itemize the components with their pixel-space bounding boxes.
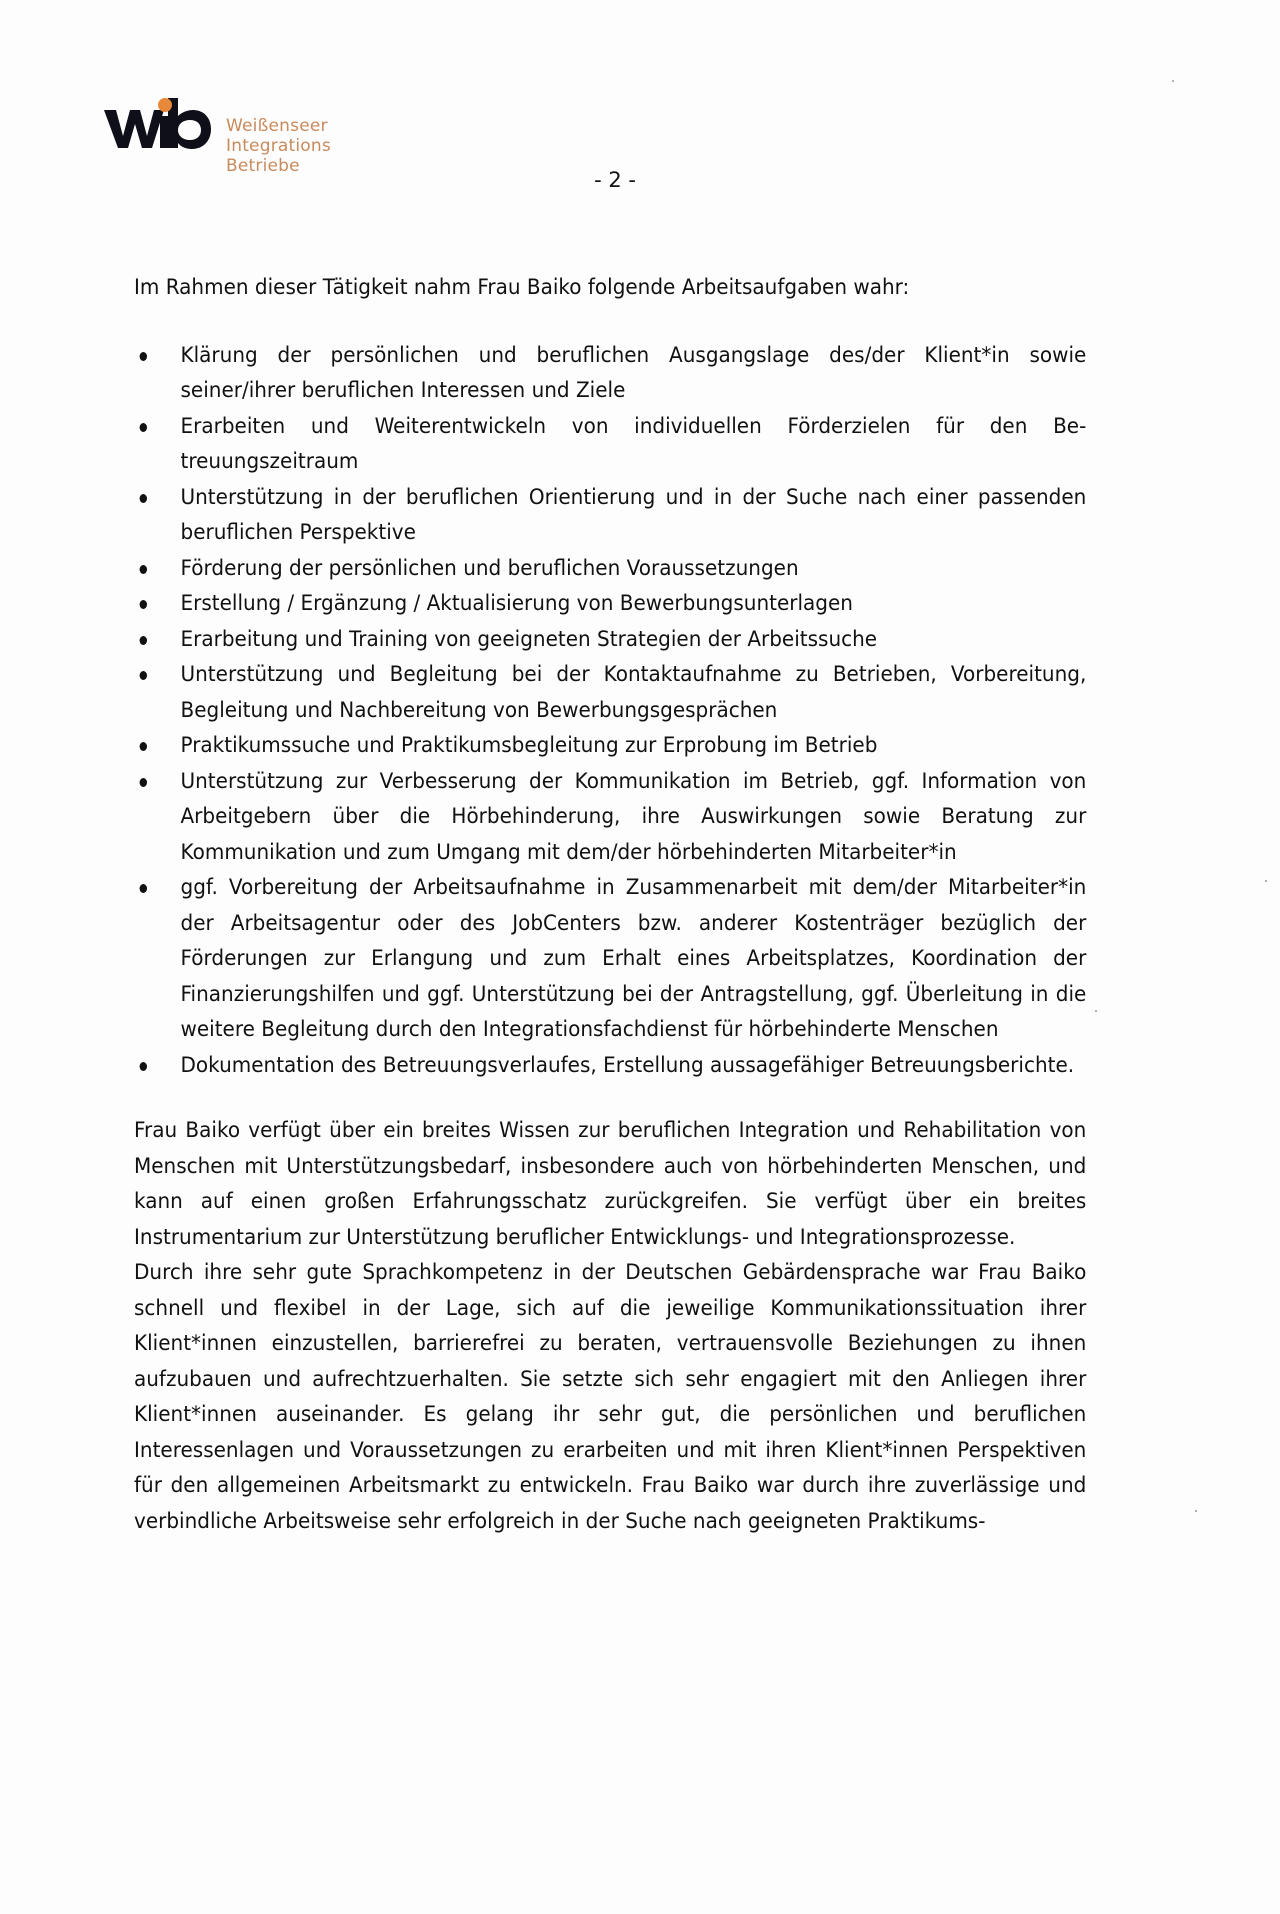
bullet-icon bbox=[140, 884, 147, 893]
bullet-icon bbox=[140, 423, 147, 432]
company-name-line: Betriebe bbox=[226, 156, 300, 176]
company-logo bbox=[104, 96, 364, 186]
bullet-icon bbox=[140, 636, 147, 645]
wib-logo-icon bbox=[104, 96, 214, 152]
scan-speck bbox=[1265, 880, 1267, 882]
bullet-icon bbox=[140, 1062, 147, 1071]
task-text: Erstellung / Ergänzung / Aktualisierung von Bewerbungsunterlagen bbox=[180, 591, 853, 616]
task-text: Erarbeitung und Training von geeigneten Strategien der Arbeitssuche bbox=[180, 626, 878, 652]
task-text: Erarbeiten und Weiterentwickeln von individuellen Förderzielen für den Betreuungszeitraum bbox=[180, 413, 1087, 474]
scan-speck bbox=[1172, 80, 1174, 82]
bullet-icon bbox=[140, 742, 147, 751]
bullet-icon bbox=[140, 778, 147, 787]
company-name-line: Integrations bbox=[226, 136, 331, 156]
task-item bbox=[134, 586, 1086, 622]
task-list bbox=[134, 338, 1086, 1084]
bullet-icon bbox=[140, 600, 147, 609]
paragraph-expertise: Frau Baiko verfügt über ein breites Wissen zur beruflichen Integration und Rehabilitation von Menschen mit Unterstützungsbedarf, insbesondere auch von hörbehinderten Menschen, und kann auf einen großen Erfahrungsschatz zurückgreifen. Sie verfügt über ein breites Instrumentarium zur Unterstützung beruflicher Entwicklungs- und Integrationsprozesse. bbox=[134, 1118, 1087, 1250]
task-item bbox=[134, 1048, 1086, 1084]
bullet-icon bbox=[140, 565, 147, 574]
task-text: Unterstützung und Begleitung bei der Kontaktaufnahme zu Betrieben, Vorbereitung, Begleitung und Nachbereitung von Bewerbungsgesprächen bbox=[180, 662, 1087, 723]
company-name bbox=[226, 116, 331, 176]
scan-speck bbox=[1095, 1010, 1097, 1012]
task-text: Klärung der persönlichen und beruflichen Ausgangslage des/der Klient*in sowie seiner/ihrer beruflichen Interessen und Ziele bbox=[180, 342, 1087, 403]
task-item bbox=[134, 870, 1086, 1048]
task-text: Dokumentation des Betreuungsverlaufes, Erstellung aussagefähiger Betreuungsberichte. bbox=[180, 1052, 1075, 1078]
task-item bbox=[134, 409, 1086, 480]
company-name-line: Weißenseer bbox=[226, 116, 328, 136]
task-text: ggf. Vorbereitung der Arbeitsaufnahme in Zusammenarbeit mit dem/der Mitarbeiter*in der Arbeitsagentur oder des JobCenters bzw. anderer Kostenträger bezüglich der Förderungen zur Erlangung und zum Erhalt eines Arbeitsplatzes, Koordination der Finanzierungshilfen und ggf. Unterstützung bei der Antragstellung, ggf. Überleitung in die weitere Begleitung durch den Integrationsfachdienst für hörbehinderte Menschen bbox=[180, 875, 1087, 1042]
paragraph-sign-language: Durch ihre sehr gute Sprachkompetenz in der Deutschen Gebärdensprache war Frau Baiko schnell und flexibel in der Lage, sich auf die jeweilige Kommunikationssituation ihrer Klient*innen einzustellen, barrierefrei zu beraten, vertrauensvolle Beziehungen zu ihnen aufzubauen und aufrechtzuerhalten. Sie setzte sich sehr engagiert mit den Anliegen ihrer Klient*innen auseinander. Es gelang ihr sehr gut, die persönlichen und beruflichen Interessenlagen und Voraussetzungen zu erarbeiten und mit ihren Klient*innen Perspektiven für den allgemeinen Arbeitsmarkt zu entwickeln. Frau Baiko war durch ihre zuverlässige und verbindliche Arbeitsweise sehr erfolgreich in der Suche nach geeigneten Praktikums- bbox=[134, 1260, 1087, 1534]
task-item bbox=[134, 657, 1086, 728]
intro-sentence: Im Rahmen dieser Tätigkeit nahm Frau Baiko folgende Arbeitsaufgaben wahr: bbox=[134, 275, 910, 300]
page-number: - 2 - bbox=[594, 168, 636, 192]
task-item bbox=[134, 338, 1086, 409]
letter-body bbox=[134, 270, 1087, 1539]
task-item bbox=[134, 764, 1086, 871]
bullet-icon bbox=[140, 671, 147, 680]
task-item bbox=[134, 551, 1086, 587]
scan-speck bbox=[1195, 1510, 1197, 1512]
task-text: Unterstützung in der beruflichen Orientierung und in der Suche nach einer passenden beruflichen Perspektive bbox=[180, 484, 1087, 545]
task-text: Unterstützung zur Verbesserung der Kommunikation im Betrieb, ggf. Information von Arbeitgebern über die Hörbehinderung, ihre Auswirkungen sowie Beratung zur Kommunikation und zum Umgang mit dem/der hörbehinderten Mitarbeiter*in bbox=[180, 768, 1087, 865]
task-item bbox=[134, 622, 1086, 658]
task-text: Praktikumssuche und Praktikumsbegleitung zur Erprobung im Betrieb bbox=[180, 733, 878, 758]
task-text: Förderung der persönlichen und beruflichen Voraussetzungen bbox=[180, 555, 799, 581]
task-item bbox=[134, 728, 1086, 764]
task-item bbox=[134, 480, 1086, 551]
bullet-icon bbox=[140, 494, 147, 503]
bullet-icon bbox=[140, 352, 147, 361]
